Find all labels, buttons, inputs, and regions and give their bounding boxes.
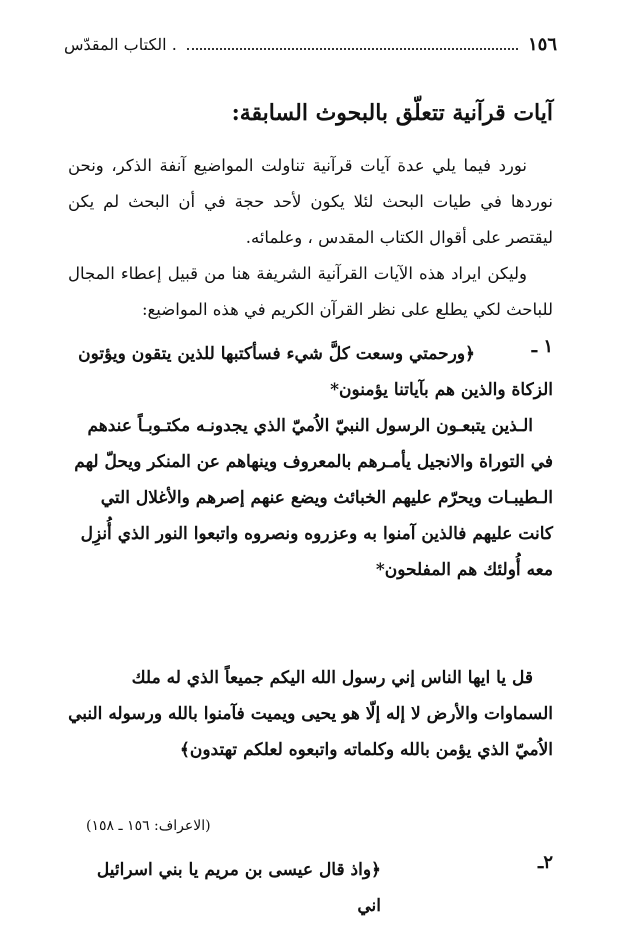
item-number-2: ٢ـ xyxy=(538,852,553,873)
quran-verse-4: ﴿واذ قال عيسى بن مريم يا بني اسرائيل اني xyxy=(96,860,381,916)
verse-reference: (الاعراف: ١٥٦ ـ ١٥٨) xyxy=(86,818,211,834)
running-book-title: . الكتاب المقدّس xyxy=(64,34,177,54)
header-leader-dots xyxy=(187,48,518,50)
quran-verse-2: الـذين يتبعـون الرسول النبيّ الاُميّ الذي يجدونـه مكتـوبـاً عندهم في التوراة والانجيل يأمـرهم بالمعروف وينهاهم عن المنكر ويحلّ لهم الـطيبـات ويحرّم عليهم الخبائث ويضع عنهم إصرهم والأغلال التي كانت عليهم فالذين آمنوا به وعزروه ونصروه واتبعوا النور الذي أُنزِل معه أُولئك هم المفلحون* xyxy=(74,416,553,580)
intro-paragraph-1: نورد فيما يلي عدة آيات قرآنية تناولت المواضيع آنفة الذكر، ونحن نوردها في طيات البحث لئلا يكون لأحد حجة في أن البحث لم يكن ليقتصر على أقوال الكتاب المقدس ، وعلمائه. xyxy=(68,156,553,247)
quran-verse-3: قل يا ايها الناس إني رسول الله اليكم جميعاً الذي له ملك السماوات والأرض لا إله إلّا هو يحيى ويميت فآمنوا بالله ورسوله النبي الاُميّ الذي يؤمن بالله وكلماته واتبعوه لعلكم تهتدون﴾ xyxy=(68,668,553,760)
running-header xyxy=(64,30,557,58)
page-number: ١٥٦ xyxy=(527,33,557,55)
intro-paragraph-2: وليكن ايراد هذه الآيات القرآنية الشريفة هنا من قبيل إعطاء المجال للباحث لكي يطلع على نظر القرآن الكريم في هذه المواضيع: xyxy=(68,264,553,319)
item-number-1: ١ ـ xyxy=(531,336,553,357)
section-title: آيات قرآنية تتعلّق بالبحوث السابقة: xyxy=(231,100,553,126)
quran-verse-1: ﴿ورحمتي وسعت كلَّ شيء فسأكتبها للذين يتقون ويؤتون الزكاة والذين هم بآياتنا يؤمنون* xyxy=(78,344,553,400)
